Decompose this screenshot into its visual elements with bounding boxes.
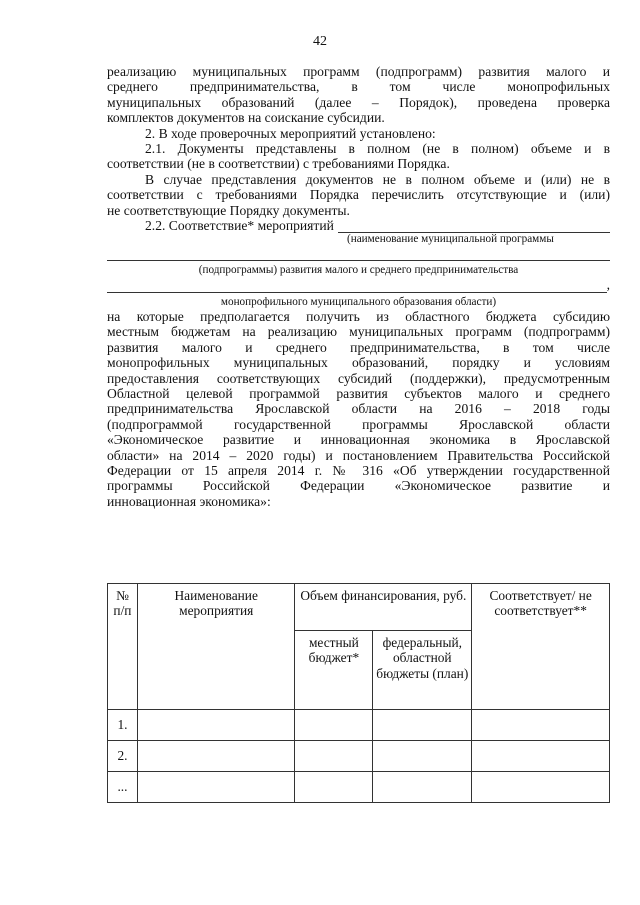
header-match: Соответствует/ не соответствует**	[472, 584, 610, 710]
program-name-row	[107, 218, 610, 233]
paragraph-line: области» на 2014 – 2020 годы) и постановлением Правительства Российской	[107, 447, 610, 463]
cell-match[interactable]	[472, 710, 610, 741]
page-number: 42	[313, 34, 327, 49]
caption-program-name: (наименование муниципальной программы	[347, 233, 554, 246]
cell-federal-regional-budget[interactable]	[373, 772, 472, 803]
paragraph-line: не соответствующие Порядку документы.	[107, 202, 350, 218]
paragraph-line: 2.1. Документы представлены в полном (не в полном) объеме и в	[145, 141, 610, 157]
cell-federal-regional-budget[interactable]	[373, 741, 472, 772]
paragraph-line: муниципальных образований (далее – Порядок), проведена проверка	[107, 94, 610, 110]
document-body	[107, 64, 610, 509]
program-name-label: 2.2. Соответствие* мероприятий	[145, 218, 334, 234]
paragraph-line: соответствии (не в соответствии) с требованиями Порядка.	[107, 156, 450, 172]
cell-federal-regional-budget[interactable]	[373, 710, 472, 741]
cell-local-budget[interactable]	[295, 710, 373, 741]
paragraph-line: соответствии с требованиями Порядка перечислить отсутствующие и (или)	[107, 187, 610, 203]
row-number: 2.	[108, 741, 138, 772]
events-table	[107, 583, 610, 803]
table-row	[108, 772, 610, 803]
paragraph-line: инновационная экономика»:	[107, 493, 271, 509]
paragraph-check-results: 2. В ходе проверочных мероприятий установлено:	[145, 125, 436, 141]
header-financing: Объем финансирования, руб.	[295, 584, 472, 631]
cell-event-name[interactable]	[137, 741, 295, 772]
program-name-blank-line[interactable]	[107, 246, 610, 261]
caption-municipality: монопрофильного муниципального образования области)	[220, 295, 497, 308]
header-local-budget: местный бюджет*	[295, 631, 373, 710]
cell-match[interactable]	[472, 772, 610, 803]
program-name-blank[interactable]	[338, 220, 610, 233]
paragraph-line: на которые предполагается получить из областного бюджета субсидию	[107, 308, 610, 324]
paragraph-line: развития малого и среднего предпринимательства, в том числе	[107, 339, 610, 355]
paragraph-line: предпринимательства Ярославской области на 2016 – 2018 годы	[107, 401, 610, 417]
paragraph-line: местным бюджетам на реализацию муниципальных программ (подпрограмм)	[107, 324, 610, 340]
cell-match[interactable]	[472, 741, 610, 772]
municipality-blank-line[interactable]	[107, 278, 607, 293]
header-federal-regional-budget: федеральный, областной бюджеты (план)	[373, 631, 472, 710]
municipality-blank-row	[107, 277, 610, 292]
comma: ,	[606, 277, 610, 293]
paragraph-line: комплектов документов на соискание субсидии.	[107, 110, 385, 126]
paragraph-line: В случае представления документов не в полном объеме и (или) не в	[145, 171, 610, 187]
cell-local-budget[interactable]	[295, 741, 373, 772]
caption-subprogram: (подпрограммы) развития малого и среднего предпринимательства	[198, 264, 519, 277]
table-row	[108, 741, 610, 772]
cell-event-name[interactable]	[137, 710, 295, 741]
cell-local-budget[interactable]	[295, 772, 373, 803]
paragraph-line: программы Российской Федерации «Экономическое развитие и	[107, 478, 610, 494]
paragraph-line: «Экономическое развитие и инновационная экономика в Ярославской	[107, 432, 610, 448]
table-row	[108, 710, 610, 741]
row-number: 1.	[108, 710, 138, 741]
paragraph-line: Областной целевой программой развития субъектов малого и среднего	[107, 385, 610, 401]
paragraph-line: среднего предпринимательства, в том числе монопрофильных	[107, 79, 610, 95]
paragraph-line: монопрофильных муниципальных образований, порядку и условиям	[107, 355, 610, 371]
header-number: № п/п	[108, 584, 138, 710]
cell-event-name[interactable]	[137, 772, 295, 803]
paragraph-line: (подпрограммой государственной программы Ярославской области	[107, 416, 610, 432]
paragraph-line: предоставления соответствующих субсидий (поддержки), предусмотренным	[107, 370, 610, 386]
paragraph-program-description	[107, 309, 610, 494]
paragraph-line: Федерации от 15 апреля 2014 г. № 316 «Об утверждении государственной	[107, 462, 610, 478]
row-number: ...	[108, 772, 138, 803]
header-event-name: Наименование мероприятия	[137, 584, 295, 710]
paragraph-line: реализацию муниципальных программ (подпрограмм) развития малого и	[107, 64, 610, 79]
